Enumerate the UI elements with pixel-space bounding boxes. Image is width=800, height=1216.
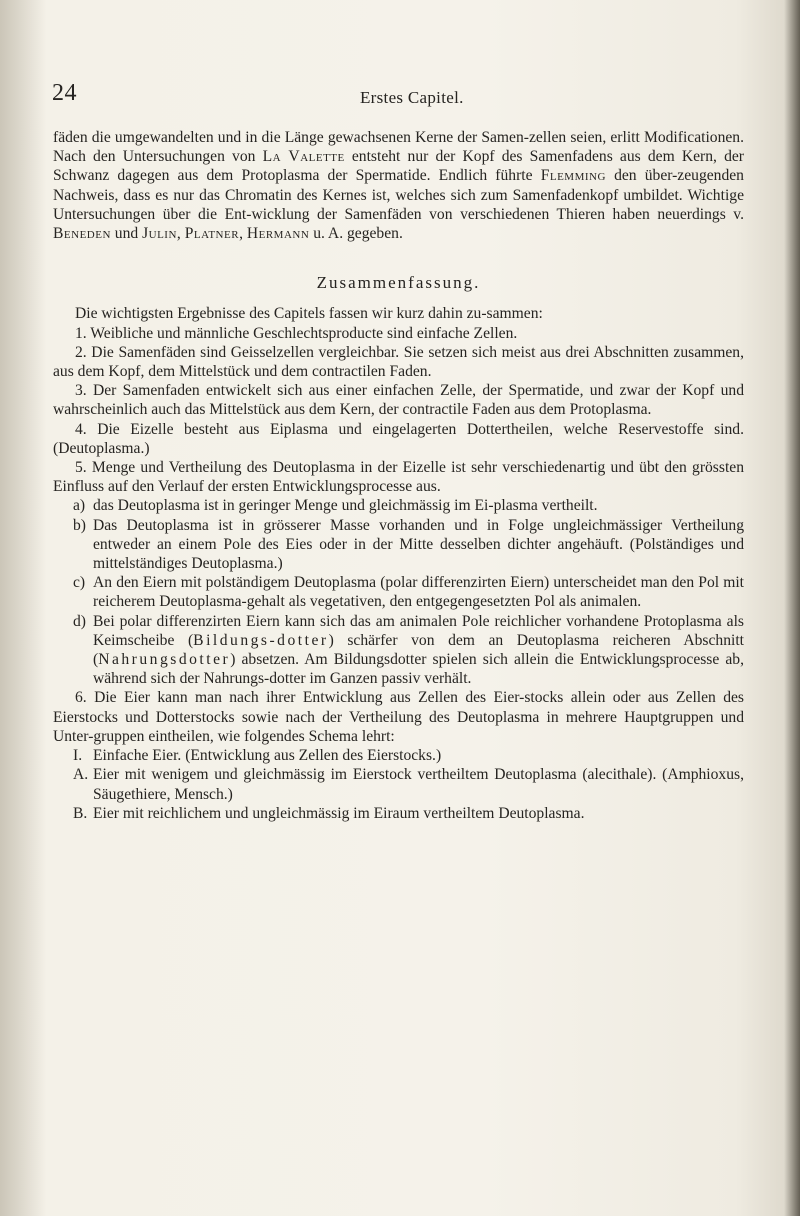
summary-item-4: 4. Die Eizelle besteht aus Eiplasma und eingelagerten Dottertheilen, welche Reservestoffe sind. (Deutoplasma.) [53, 420, 744, 457]
spaced-term: Bildungs-dotter [193, 631, 329, 649]
running-head: Erstes Capitel. [360, 88, 464, 107]
author-name: Hermann [246, 225, 310, 243]
summary-item-3: 3. Der Samenfaden entwickelt sich aus einer einfachen Zelle, der Spermatide, und zwar der Kopf und wahrscheinlich auch das Mittelstück aus dem Kern, der contractile Faden aus dem Protoplasma. [53, 382, 744, 419]
scheme-B: B. Eier mit reichlichem und ungleichmässig im Eiraum vertheiltem Deutoplasma. [73, 804, 585, 822]
scheme-marker: I. [73, 747, 83, 765]
author-name: La Valette [262, 148, 345, 166]
spaced-term: Nahrungsdotter [98, 651, 231, 669]
spine-shadow [0, 0, 46, 1216]
subitem-marker: d) [73, 612, 86, 630]
body-text [53, 128, 744, 823]
summary-lead: Die wichtigsten Ergebnisse des Capitels fassen wir kurz dahin zu-sammen: [75, 305, 543, 323]
scheme-marker: B. [73, 804, 88, 822]
subitem-d: d) Bei polar differenzirten Eiern kann sich das am animalen Pole reichlicher vorhandene Protoplasma als Keimscheibe (Bildungs-dotter) schärfer von dem an Deutoplasma reicheren Abschnitt (Nahrungsdotter) absetzen. Am Bildungsdotter spielen sich allein die Entwicklungsprocesse ab, während sich der Nahrungs-dotter im Ganzen passiv verhält. [73, 612, 744, 688]
subitem-marker: b) [73, 516, 86, 534]
page-number: 24 [52, 80, 77, 106]
summary-item-5: 5. Menge und Vertheilung des Deutoplasma in der Eizelle ist sehr verschiedenartig und übt den grössten Einfluss auf den Verlauf der ersten Entwicklungsprocesse aus. [53, 459, 744, 496]
page-edge-shadow [784, 0, 800, 1216]
scheme-marker: A. [73, 766, 89, 784]
summary-item-2: 2. Die Samenfäden sind Geisselzellen vergleichbar. Sie setzen sich meist aus drei Abschnitten zusammen, aus dem Kopf, dem Mittelstück und dem contractilen Faden. [53, 343, 744, 381]
subitem-c: c) An den Eiern mit polständigem Deutoplasma (polar differenzirten Eiern) unterscheidet man den Pol mit reicherem Deutoplasma-gehalt als vegetativen, den entgegengesetzten Pol als animalen. [73, 574, 744, 611]
scheme-A: A. Eier mit wenigem und gleichmässig im Eierstock vertheiltem Deutoplasma (alecithale). (Amphioxus, Säugethiere, Mensch.) [73, 766, 744, 803]
section-heading: Zusammenfassung. [316, 273, 481, 293]
subitem-marker: c) [73, 574, 86, 592]
intro-paragraph: fäden die umgewandelten und in die Länge gewachsenen Kerne der Samen-zellen seien, erlitt Modificationen. Nach den Untersuchungen von La Valette entsteht nur der Kopf des Samenfadens aus dem Kern, der Schwanz dagegen aus dem Protoplasma der Spermatide. Endlich führte Flemming den über-zeugenden Nachweis, dass es nur das Chromatin des Kernes ist, welches sich zum Samenfadenkopf umbildet. Wichtige Untersuchungen über die Ent-wicklung der Samenfäden von verschiedenen Thieren haben neuerdings v. Beneden und Julin, Platner, Hermann u. A. gegeben. [53, 129, 744, 243]
author-name: Platner [184, 225, 240, 243]
author-name: Flemming [540, 167, 606, 185]
summary-item-1: 1. Weibliche und männliche Geschlechtsproducte sind einfache Zellen. [75, 324, 518, 342]
subitem-b: b) Das Deutoplasma ist in grösserer Masse vorhanden und in Folge ungleichmässiger Vertheilung entweder an einem Pole des Eies oder in der Mitte desselben dichter angehäuft. (Polständiges und mittelständiges Deutoplasma.) [73, 516, 744, 573]
author-name: Julin [142, 225, 177, 243]
subitem-marker: a) [73, 497, 86, 515]
scheme-I: I. Einfache Eier. (Entwicklung aus Zellen des Eierstocks.) [73, 747, 442, 765]
summary-item-6: 6. Die Eier kann man nach ihrer Entwicklung aus Zellen des Eier-stocks allein oder aus Zellen des Eierstocks und Dotterstocks sowie nach der Vertheilung des Deutoplasma in mehrere Hauptgruppen und Unter-gruppen eintheilen, wie folgendes Schema lehrt: [53, 689, 744, 745]
subitem-a: a) das Deutoplasma ist in geringer Menge und gleichmässig im Ei-plasma vertheilt. [73, 497, 598, 515]
author-name: Beneden [53, 225, 111, 243]
